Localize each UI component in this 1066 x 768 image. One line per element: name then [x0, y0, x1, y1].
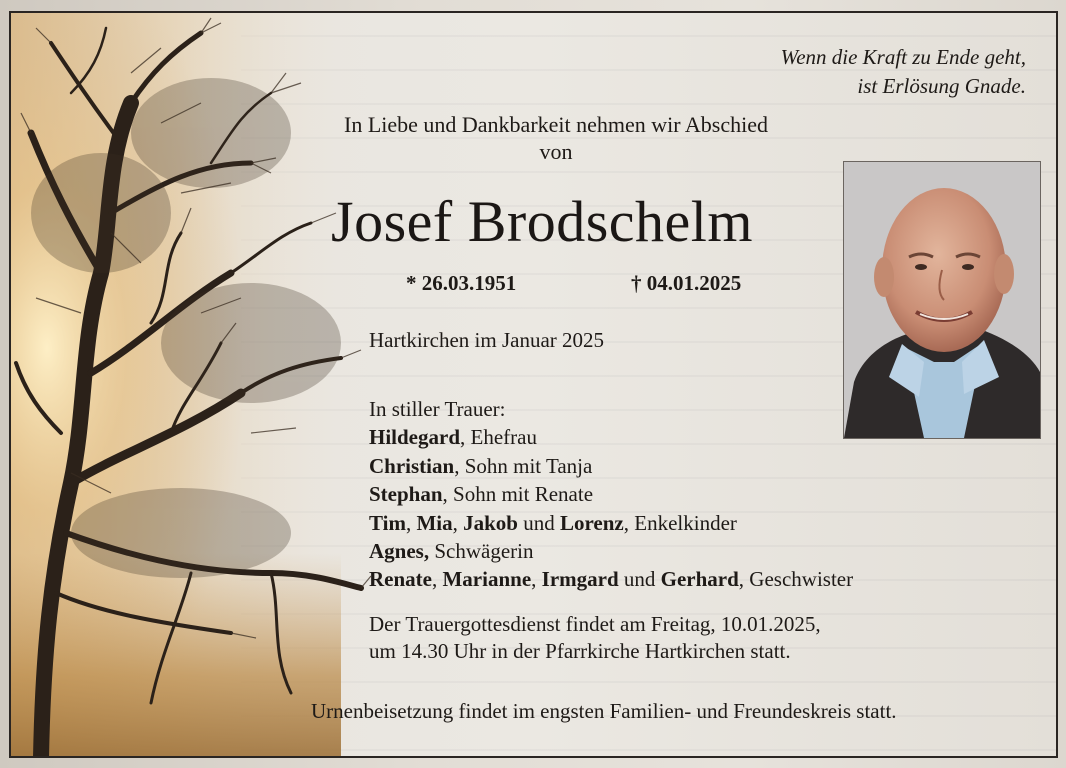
mourner-relation: ,	[431, 567, 443, 592]
service-line-1: Der Trauergottesdienst findet am Freitag, 10.01.2025,	[369, 612, 821, 636]
mourner-name: Lorenz	[559, 510, 624, 535]
mourners-list	[369, 395, 853, 594]
intro-line-2: von	[539, 139, 573, 164]
mourner-relation: , Sohn mit Renate	[442, 482, 594, 507]
mourner-name: Renate	[369, 567, 432, 592]
mourner-relation: ,	[452, 510, 464, 535]
mourner-relation: Schwägerin	[429, 539, 534, 564]
mourner-name: Mia	[416, 510, 453, 535]
mourner-line	[369, 480, 853, 508]
mourner-relation: ,	[405, 510, 417, 535]
mourner-relation: und	[517, 510, 560, 535]
deceased-name: Josef Brodschelm	[331, 189, 753, 254]
mourner-line	[369, 452, 853, 480]
mourner-name: Jakob	[463, 510, 518, 535]
funeral-service-info	[369, 611, 821, 665]
intro-line-1: In Liebe und Dankbarkeit nehmen wir Abschied	[344, 112, 768, 137]
mourner-line	[369, 537, 853, 565]
mourner-name: Tim	[369, 510, 406, 535]
quote-line-2: ist Erlösung Gnade.	[857, 74, 1026, 98]
intro-text	[296, 111, 816, 165]
mourner-line	[369, 423, 853, 451]
portrait-photo	[843, 161, 1041, 439]
mourner-relation: , Sohn mit Tanja	[454, 453, 593, 478]
mourner-name: Hildegard	[369, 425, 461, 450]
quote-line-1: Wenn die Kraft zu Ende geht,	[780, 45, 1026, 69]
mourner-name: Gerhard	[660, 567, 739, 592]
urn-burial-note: Urnenbeisetzung findet im engsten Familien- und Freundeskreis statt.	[311, 699, 897, 723]
mourner-name: Agnes,	[369, 539, 430, 564]
mourner-name: Irmgard	[541, 567, 619, 592]
mourner-relation: , Ehefrau	[460, 425, 537, 450]
mourner-name: Stephan	[369, 482, 443, 507]
mourner-relation: und	[618, 567, 661, 592]
obituary-frame	[9, 11, 1058, 758]
mourner-name: Christian	[369, 453, 455, 478]
mourner-relation: , Enkelkinder	[623, 510, 737, 535]
mourner-relation: , Geschwister	[738, 567, 854, 592]
birth-date: * 26.03.1951	[406, 271, 517, 295]
mourner-line	[369, 509, 853, 537]
mourner-relation: ,	[531, 567, 542, 592]
mourner-line	[369, 565, 853, 593]
quote	[781, 43, 1026, 101]
place-and-date: Hartkirchen im Januar 2025	[369, 328, 605, 352]
service-line-2: um 14.30 Uhr in der Pfarrkirche Hartkirchen statt.	[369, 639, 791, 663]
mourners-heading: In stiller Trauer:	[369, 397, 506, 421]
death-date: † 04.01.2025	[631, 271, 742, 295]
mourner-name: Marianne	[442, 567, 532, 592]
